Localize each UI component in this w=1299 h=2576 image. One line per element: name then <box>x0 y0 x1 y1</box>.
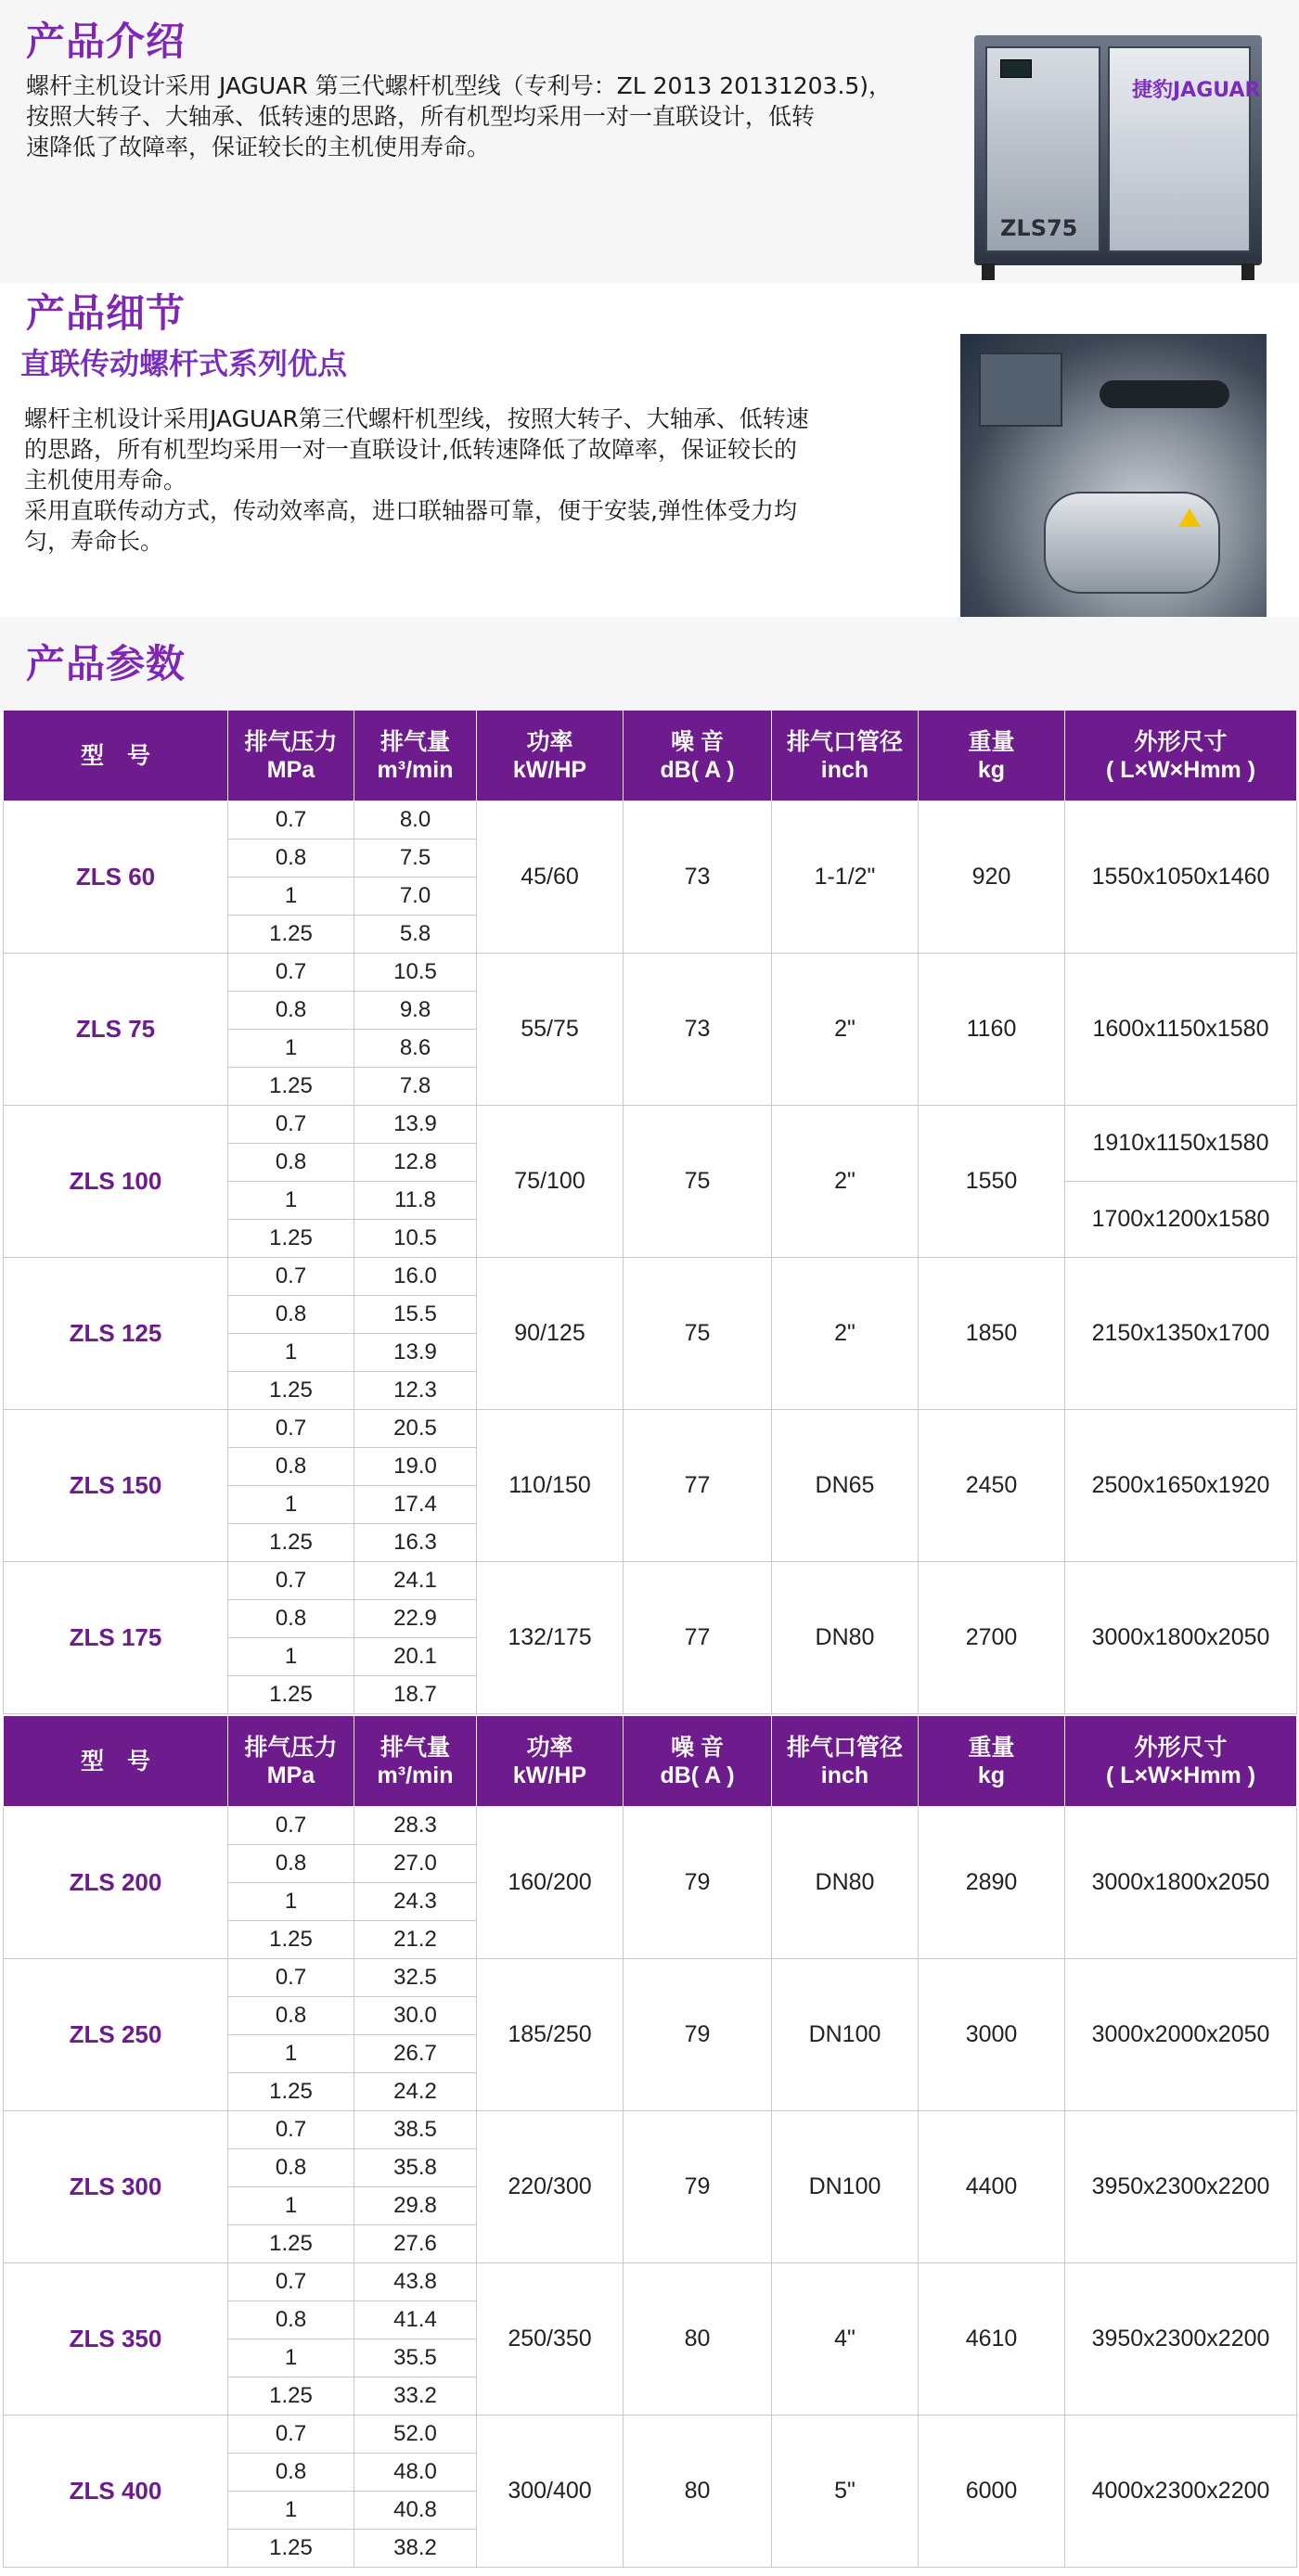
flow-cell: 33.2 <box>354 2377 477 2416</box>
pressure-cell: 1.25 <box>228 2530 354 2568</box>
flow-cell: 40.8 <box>354 2492 477 2530</box>
pressure-cell: 0.7 <box>228 2263 354 2301</box>
outlet-cell: 4" <box>772 2263 919 2416</box>
header-noise <box>624 711 772 801</box>
flow-cell: 22.9 <box>354 1600 477 1638</box>
dims-cell: 1910x1150x1580 <box>1065 1106 1297 1182</box>
header-weight <box>919 711 1065 801</box>
header-flow <box>354 1716 477 1807</box>
weight-cell: 1850 <box>919 1258 1065 1410</box>
flow-cell: 11.8 <box>354 1182 477 1220</box>
detail-text-line: 采用直联传动方式，传动效率高，进口联轴器可靠，便于安装,弹性体受力均 <box>24 497 797 524</box>
outlet-cell: 2" <box>772 1106 919 1258</box>
intro-text-line: 螺杆主机设计采用 JAGUAR 第三代螺杆机型线（专利号：ZL 2013 20131203.5)， <box>26 72 893 99</box>
spec-table-1 <box>3 710 1297 1714</box>
flow-cell: 28.3 <box>354 1807 477 1845</box>
noise-cell: 77 <box>624 1562 772 1714</box>
detail-heading: 产品细节 <box>26 290 186 336</box>
flow-cell: 13.9 <box>354 1106 477 1144</box>
model-cell: ZLS 150 <box>4 1410 228 1562</box>
header-model: 型 号 <box>4 1716 228 1807</box>
header-weight-label: 重量 <box>968 728 1015 755</box>
power-cell: 132/175 <box>477 1562 624 1714</box>
dims-cell: 1550x1050x1460 <box>1065 801 1297 954</box>
header-pressure-unit: MPa <box>266 1762 315 1788</box>
noise-cell: 73 <box>624 954 772 1106</box>
intro-text-line: 按照大转子、大轴承、低转速的思路，所有机型均采用一对一直联设计，低转 <box>26 103 816 130</box>
pressure-cell: 0.8 <box>228 1600 354 1638</box>
noise-cell: 80 <box>624 2416 772 2568</box>
noise-cell: 75 <box>624 1258 772 1410</box>
dims-cell: 3950x2300x2200 <box>1065 2263 1297 2416</box>
header-power-label: 功率 <box>526 728 573 755</box>
model-cell: ZLS 75 <box>4 954 228 1106</box>
weight-cell: 3000 <box>919 1959 1065 2111</box>
pressure-cell: 0.8 <box>228 1144 354 1182</box>
table-row <box>4 1562 1297 1600</box>
pressure-cell: 0.8 <box>228 1845 354 1883</box>
dims-cell: 1700x1200x1580 <box>1065 1182 1297 1258</box>
dims-cell: 3000x2000x2050 <box>1065 1959 1297 2111</box>
pressure-cell: 0.7 <box>228 1959 354 1997</box>
flow-cell: 13.9 <box>354 1334 477 1372</box>
header-pressure <box>228 1716 354 1807</box>
spec-table-2 <box>3 1715 1297 2568</box>
flow-cell: 10.5 <box>354 954 477 992</box>
weight-cell: 2450 <box>919 1410 1065 1562</box>
header-pressure <box>228 711 354 801</box>
model-cell: ZLS 200 <box>4 1807 228 1959</box>
compressor-image <box>974 35 1262 280</box>
header-outlet <box>772 711 919 801</box>
intro-text-line: 速降低了故障率，保证较长的主机使用寿命。 <box>26 134 491 160</box>
intro-heading: 产品介绍 <box>26 19 186 64</box>
dims-cell: 3950x2300x2200 <box>1065 2111 1297 2263</box>
table-row <box>4 801 1297 839</box>
header-dims-unit: ( L×W×Hmm ) <box>1105 1762 1256 1788</box>
pressure-cell: 0.7 <box>228 1807 354 1845</box>
pressure-cell: 0.8 <box>228 1448 354 1486</box>
table-row <box>4 1258 1297 1296</box>
pressure-cell: 1 <box>228 2339 354 2377</box>
power-cell: 110/150 <box>477 1410 624 1562</box>
model-cell: ZLS 350 <box>4 2263 228 2416</box>
pressure-cell: 1.25 <box>228 1676 354 1714</box>
pressure-cell: 0.8 <box>228 992 354 1030</box>
table-row <box>4 1807 1297 1845</box>
pressure-cell: 1 <box>228 1030 354 1068</box>
flow-cell: 24.3 <box>354 1883 477 1921</box>
pressure-cell: 1.25 <box>228 2073 354 2111</box>
flow-cell: 19.0 <box>354 1448 477 1486</box>
noise-cell: 75 <box>624 1106 772 1258</box>
flow-cell: 21.2 <box>354 1921 477 1959</box>
table-row <box>4 2263 1297 2301</box>
pressure-cell: 1 <box>228 878 354 916</box>
header-power-label: 功率 <box>526 1734 573 1761</box>
outlet-cell: DN80 <box>772 1807 919 1959</box>
header-outlet-unit: inch <box>820 1762 869 1788</box>
pressure-cell: 1 <box>228 2187 354 2225</box>
flow-cell: 20.1 <box>354 1638 477 1676</box>
weight-cell: 1160 <box>919 954 1065 1106</box>
header-dims-unit: ( L×W×Hmm ) <box>1105 756 1256 783</box>
pressure-cell: 1 <box>228 1883 354 1921</box>
flow-cell: 52.0 <box>354 2416 477 2454</box>
outlet-cell: 2" <box>772 1258 919 1410</box>
model-cell: ZLS 250 <box>4 1959 228 2111</box>
power-cell: 75/100 <box>477 1106 624 1258</box>
flow-cell: 7.8 <box>354 1068 477 1106</box>
flow-cell: 30.0 <box>354 1997 477 2035</box>
pressure-cell: 1.25 <box>228 916 354 954</box>
flow-cell: 20.5 <box>354 1410 477 1448</box>
table-header-row <box>4 1716 1297 1807</box>
header-weight-unit: kg <box>977 756 1006 783</box>
power-cell: 45/60 <box>477 801 624 954</box>
noise-cell: 80 <box>624 2263 772 2416</box>
flow-cell: 35.8 <box>354 2149 477 2187</box>
warning-icon <box>1178 508 1201 527</box>
pressure-cell: 1 <box>228 1638 354 1676</box>
intro-section <box>0 0 1299 283</box>
model-cell: ZLS 60 <box>4 801 228 954</box>
table-row <box>4 2416 1297 2454</box>
weight-cell: 6000 <box>919 2416 1065 2568</box>
header-outlet-label: 排气口管径 <box>786 728 903 755</box>
flow-cell: 24.2 <box>354 2073 477 2111</box>
compressor-detail-image <box>960 334 1267 640</box>
weight-cell: 1550 <box>919 1106 1065 1258</box>
dims-cell: 1600x1150x1580 <box>1065 954 1297 1106</box>
params-heading: 产品参数 <box>26 641 186 686</box>
power-cell: 160/200 <box>477 1807 624 1959</box>
header-noise-unit: dB( A ) <box>660 756 735 783</box>
pressure-cell: 1 <box>228 2035 354 2073</box>
flow-cell: 15.5 <box>354 1296 477 1334</box>
table-row <box>4 2111 1297 2149</box>
header-flow <box>354 711 477 801</box>
noise-cell: 73 <box>624 801 772 954</box>
flow-cell: 8.0 <box>354 801 477 839</box>
header-weight-unit: kg <box>977 1762 1006 1788</box>
flow-cell: 7.0 <box>354 878 477 916</box>
outlet-cell: DN100 <box>772 2111 919 2263</box>
header-outlet-unit: inch <box>820 756 869 783</box>
header-power-unit: kW/HP <box>512 756 587 783</box>
header-dims-label: 外形尺寸 <box>1134 1734 1228 1761</box>
pressure-cell: 0.7 <box>228 801 354 839</box>
machine-brand-label: 捷豹JAGUAR <box>1132 79 1261 102</box>
header-pressure-label: 排气压力 <box>244 1734 338 1761</box>
header-flow-label: 排气量 <box>379 728 450 755</box>
weight-cell: 2890 <box>919 1807 1065 1959</box>
flow-cell: 41.4 <box>354 2301 477 2339</box>
flow-cell: 12.3 <box>354 1372 477 1410</box>
model-cell: ZLS 100 <box>4 1106 228 1258</box>
header-dims <box>1065 1716 1297 1807</box>
table-row <box>4 1410 1297 1448</box>
flow-cell: 24.1 <box>354 1562 477 1600</box>
outlet-cell: DN80 <box>772 1562 919 1714</box>
flow-cell: 5.8 <box>354 916 477 954</box>
header-weight <box>919 1716 1065 1807</box>
pressure-cell: 0.8 <box>228 2149 354 2187</box>
header-power <box>477 711 624 801</box>
header-noise-unit: dB( A ) <box>660 1762 735 1788</box>
pressure-cell: 0.8 <box>228 1997 354 2035</box>
header-weight-label: 重量 <box>968 1734 1015 1761</box>
power-cell: 55/75 <box>477 954 624 1106</box>
pressure-cell: 1.25 <box>228 1220 354 1258</box>
detail-text <box>24 404 809 557</box>
flow-cell: 29.8 <box>354 2187 477 2225</box>
model-cell: ZLS 300 <box>4 2111 228 2263</box>
power-cell: 220/300 <box>477 2111 624 2263</box>
flow-cell: 9.8 <box>354 992 477 1030</box>
pressure-cell: 1.25 <box>228 2225 354 2263</box>
pressure-cell: 0.8 <box>228 2301 354 2339</box>
flow-cell: 48.0 <box>354 2454 477 2492</box>
dims-cell: 3000x1800x2050 <box>1065 1562 1297 1714</box>
pressure-cell: 0.7 <box>228 1106 354 1144</box>
power-cell: 250/350 <box>477 2263 624 2416</box>
pressure-cell: 0.8 <box>228 1296 354 1334</box>
flow-cell: 8.6 <box>354 1030 477 1068</box>
pressure-cell: 1.25 <box>228 1524 354 1562</box>
pressure-cell: 0.8 <box>228 2454 354 2492</box>
dims-cell: 2150x1350x1700 <box>1065 1258 1297 1410</box>
pressure-cell: 0.7 <box>228 1258 354 1296</box>
intro-text <box>26 70 892 162</box>
weight-cell: 4400 <box>919 2111 1065 2263</box>
weight-cell: 4610 <box>919 2263 1065 2416</box>
flow-cell: 7.5 <box>354 839 477 878</box>
pressure-cell: 0.7 <box>228 954 354 992</box>
flow-cell: 38.5 <box>354 2111 477 2149</box>
detail-text-line: 主机使用寿命。 <box>24 467 187 493</box>
header-noise <box>624 1716 772 1807</box>
noise-cell: 79 <box>624 2111 772 2263</box>
table-row <box>4 1959 1297 1997</box>
machine-model-label: ZLS75 <box>1000 215 1078 241</box>
pressure-cell: 1 <box>228 2492 354 2530</box>
table-row <box>4 1106 1297 1144</box>
header-power <box>477 1716 624 1807</box>
model-cell: ZLS 125 <box>4 1258 228 1410</box>
pressure-cell: 1 <box>228 1334 354 1372</box>
header-model: 型 号 <box>4 711 228 801</box>
pressure-cell: 1.25 <box>228 1372 354 1410</box>
power-cell: 90/125 <box>477 1258 624 1410</box>
pressure-cell: 0.7 <box>228 1410 354 1448</box>
pressure-cell: 1 <box>228 1486 354 1524</box>
header-pressure-unit: MPa <box>266 756 315 783</box>
flow-cell: 27.6 <box>354 2225 477 2263</box>
dims-cell: 2500x1650x1920 <box>1065 1410 1297 1562</box>
detail-text-line: 匀，寿命长。 <box>24 528 164 555</box>
flow-cell: 16.0 <box>354 1258 477 1296</box>
header-dims <box>1065 711 1297 801</box>
outlet-cell: 5" <box>772 2416 919 2568</box>
dims-cell: 4000x2300x2200 <box>1065 2416 1297 2568</box>
pressure-cell: 1 <box>228 1182 354 1220</box>
dims-cell: 3000x1800x2050 <box>1065 1807 1297 1959</box>
header-outlet-label: 排气口管径 <box>786 1734 903 1761</box>
pressure-cell: 0.7 <box>228 2416 354 2454</box>
header-dims-label: 外形尺寸 <box>1134 728 1228 755</box>
noise-cell: 77 <box>624 1410 772 1562</box>
header-noise-label: 噪 音 <box>671 1734 724 1761</box>
detail-text-line: 螺杆主机设计采用JAGUAR第三代螺杆机型线，按照大转子、大轴承、低转速 <box>24 405 809 432</box>
pressure-cell: 1.25 <box>228 2377 354 2416</box>
header-outlet <box>772 1716 919 1807</box>
flow-cell: 10.5 <box>354 1220 477 1258</box>
pressure-cell: 1.25 <box>228 1921 354 1959</box>
flow-cell: 27.0 <box>354 1845 477 1883</box>
header-flow-unit: m³/min <box>377 756 454 783</box>
header-flow-label: 排气量 <box>379 1734 450 1761</box>
detail-subheading: 直联传动螺杆式系列优点 <box>20 346 348 381</box>
flow-cell: 38.2 <box>354 2530 477 2568</box>
header-pressure-label: 排气压力 <box>244 728 338 755</box>
flow-cell: 26.7 <box>354 2035 477 2073</box>
weight-cell: 920 <box>919 801 1065 954</box>
flow-cell: 17.4 <box>354 1486 477 1524</box>
noise-cell: 79 <box>624 1959 772 2111</box>
flow-cell: 12.8 <box>354 1144 477 1182</box>
params-section <box>0 617 1299 710</box>
outlet-cell: 2" <box>772 954 919 1106</box>
power-cell: 300/400 <box>477 2416 624 2568</box>
pressure-cell: 0.7 <box>228 1562 354 1600</box>
flow-cell: 35.5 <box>354 2339 477 2377</box>
pressure-cell: 0.8 <box>228 839 354 878</box>
model-cell: ZLS 400 <box>4 2416 228 2568</box>
flow-cell: 18.7 <box>354 1676 477 1714</box>
pressure-cell: 1.25 <box>228 1068 354 1106</box>
table-row <box>4 954 1297 992</box>
weight-cell: 2700 <box>919 1562 1065 1714</box>
header-flow-unit: m³/min <box>377 1762 454 1788</box>
flow-cell: 32.5 <box>354 1959 477 1997</box>
noise-cell: 79 <box>624 1807 772 1959</box>
header-power-unit: kW/HP <box>512 1762 587 1788</box>
power-cell: 185/250 <box>477 1959 624 2111</box>
outlet-cell: DN100 <box>772 1959 919 2111</box>
outlet-cell: DN65 <box>772 1410 919 1562</box>
model-cell: ZLS 175 <box>4 1562 228 1714</box>
detail-text-line: 的思路，所有机型均采用一对一直联设计,低转速降低了故障率，保证较长的 <box>24 436 797 463</box>
flow-cell: 16.3 <box>354 1524 477 1562</box>
header-noise-label: 噪 音 <box>671 728 724 755</box>
table-header-row <box>4 711 1297 801</box>
flow-cell: 43.8 <box>354 2263 477 2301</box>
outlet-cell: 1-1/2" <box>772 801 919 954</box>
pressure-cell: 0.7 <box>228 2111 354 2149</box>
